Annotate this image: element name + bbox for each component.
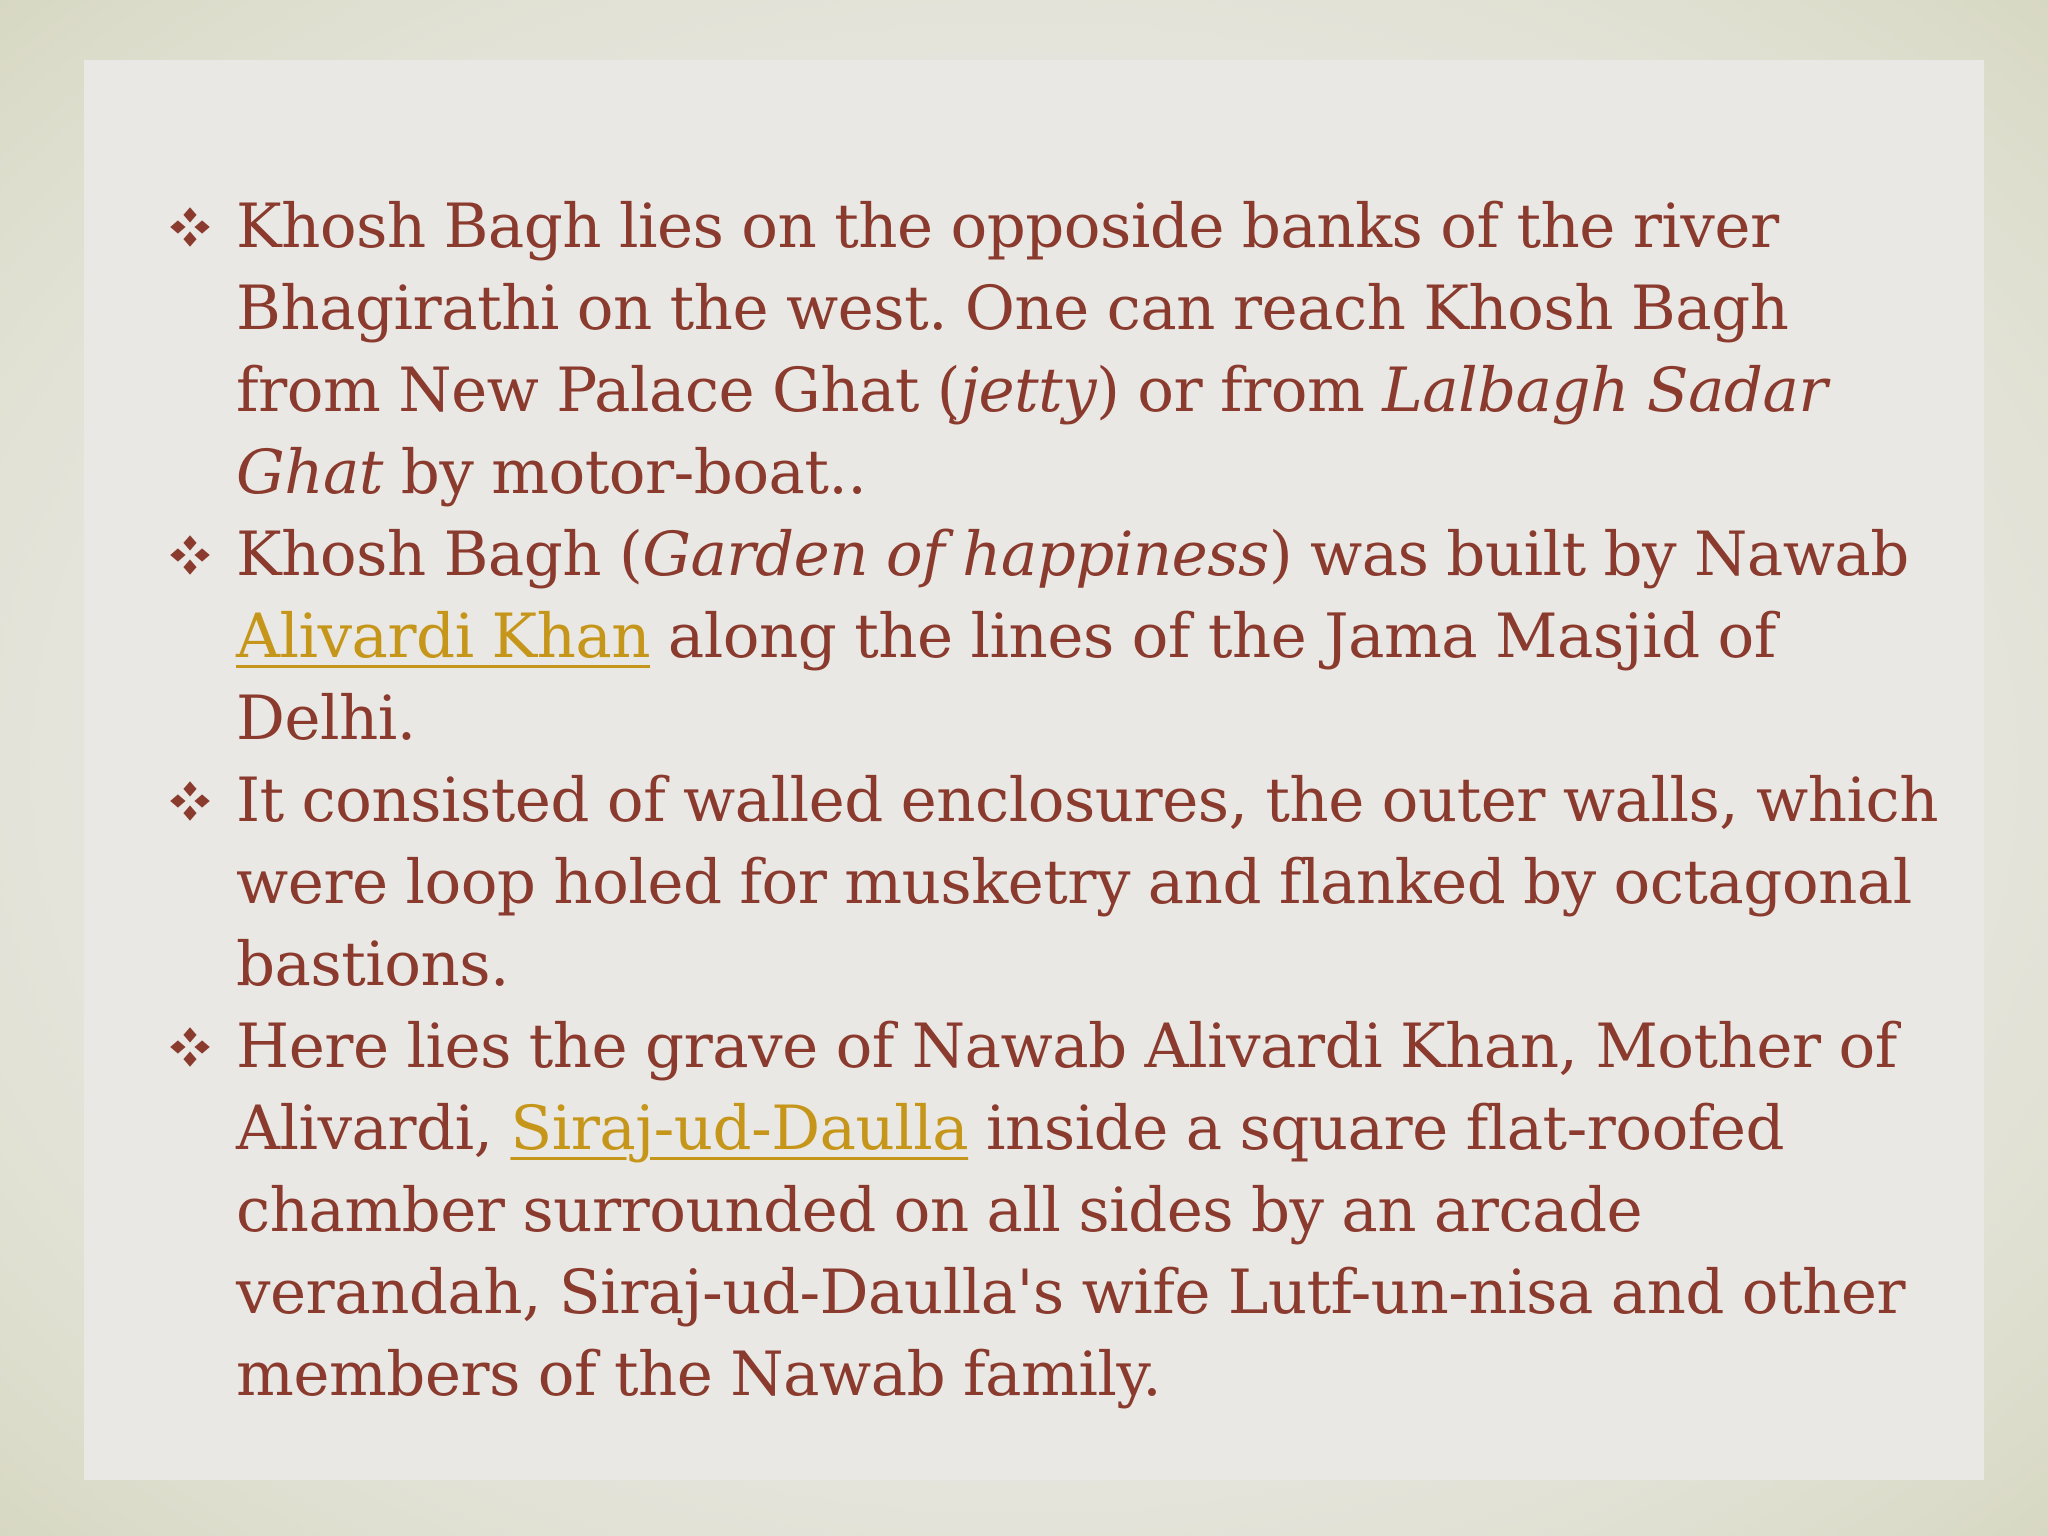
four-diamonds-icon [160, 514, 220, 596]
bullet-text: Here lies the grave of Nawab Alivardi Khan, Mother of Alivardi, Siraj-ud-Daulla inside a square flat-roofed chamber surrounded on all sides by an arcade verandah, Siraj-ud-Daulla's wife Lutf-un-nisa and other members of the Nawab family. [236, 1011, 1906, 1410]
four-diamonds-icon [160, 760, 220, 842]
siraj-ud-daulla-link[interactable]: Siraj-ud-Daulla [510, 1093, 969, 1164]
bullet-list [160, 186, 1940, 1416]
alivardi-khan-link[interactable]: Alivardi Khan [236, 601, 651, 672]
bullet-text: Khosh Bagh lies on the opposide banks of the river Bhagirathi on the west. One can reach Khosh Bagh from New Palace Ghat (jetty) or from Lalbagh Sadar Ghat by motor-boat.. [236, 191, 1828, 508]
four-diamonds-icon [160, 1006, 220, 1088]
four-diamonds-icon [160, 186, 220, 268]
bullet-item-2 [160, 514, 1940, 760]
bullet-text: It consisted of walled enclosures, the outer walls, which were loop holed for musketry and flanked by octagonal bastions. [236, 765, 1938, 1000]
bullet-item-3 [160, 760, 1940, 1006]
bullet-item-1 [160, 186, 1940, 514]
bullet-text: Khosh Bagh (Garden of happiness) was built by Nawab Alivardi Khan along the lines of the Jama Masjid of Delhi. [236, 519, 1909, 754]
bullet-item-4 [160, 1006, 1940, 1416]
